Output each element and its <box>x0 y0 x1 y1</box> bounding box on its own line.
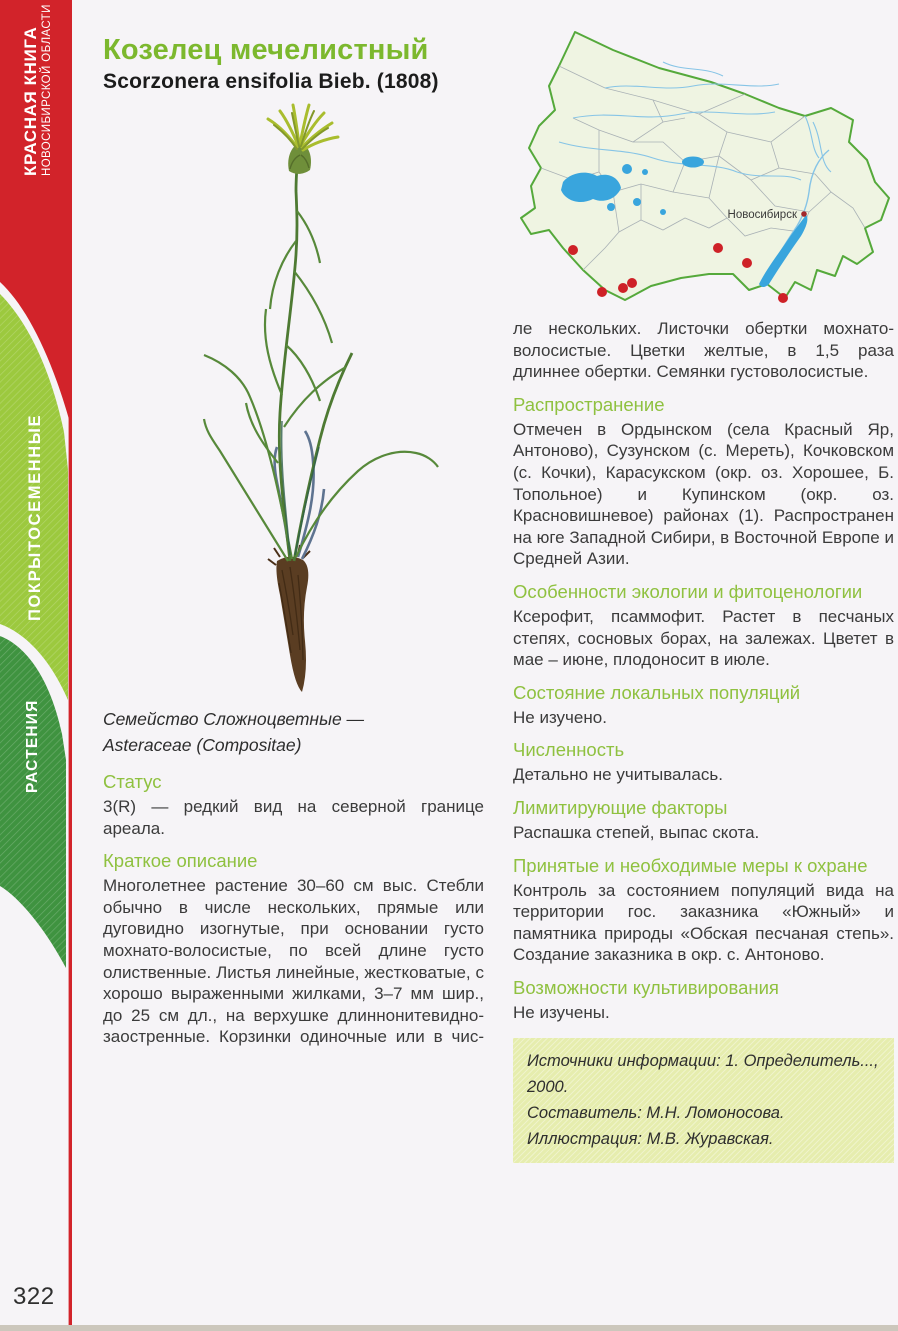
credits-sources: Источники информации: 1. Определитель..., 2000. <box>527 1052 879 1097</box>
section-body-ecology: Ксерофит, псаммофит. Растет в песчаных степях, сосновых борах, на залежах. Цветет в мае – июне, плодоносит в июле. <box>513 606 894 670</box>
section-body-limiting-factors: Распашка степей, выпас скота. <box>513 822 760 842</box>
family-line-1: Семейство Сложноцветные — <box>103 709 365 729</box>
section-heading-abundance: Численность <box>513 739 625 761</box>
book-subtitle: НОВОСИБИРСКОЙ ОБЛАСТИ <box>41 4 53 176</box>
section-heading-protection-measures: Принятые и необходимые меры к охране <box>513 854 868 876</box>
sidebar-art <box>0 0 73 1331</box>
credits-box <box>513 1038 894 1163</box>
section-body-distribution: Отмечен в Ордынском (села Красный Яр, Антоново), Сузунском (с. Мереть), Кочковском (с. Кочки), Карасукском (окр. оз. Хорошее, Б. Топольное) и Купинском (окр. оз. Красновишневое) районах (1). Распространен на юге Западной Сибири, в Восточной Европе и Средней Азии. <box>513 419 894 569</box>
right-column <box>513 318 894 1163</box>
left-column <box>103 706 484 1049</box>
latin-name: Scorzonera ensifolia Bieb. (1808) <box>103 70 439 93</box>
section-body-cultivation: Не изучены. <box>513 1002 610 1022</box>
section-heading-description: Краткое описание <box>103 850 258 872</box>
section-body-local-populations: Не изучено. <box>513 707 607 727</box>
section-body-status: 3(R) — редкий вид на северной границе ареала. <box>103 797 484 838</box>
sidebar-kingdom-label: РАСТЕНИЯ <box>24 699 41 793</box>
sidebar-group-label: ПОКРЫТОСЕМЕННЫЕ <box>26 413 44 621</box>
book-title-block <box>21 4 54 176</box>
credits-compiler: Составитель: М.Н. Ломоносова. <box>527 1104 785 1123</box>
section-body-description: Многолетнее растение 30–60 см выс. Стебли обычно в числе нескольких, прямые или дуговидно изогнутые, при основании густо мохнато-волосистые, по всей длине густо олиственные. Листья линейные, жестковатые, с хорошо выраженными жилками, 3–7 мм шир., до 25 см дл., на верхушке длиннонитевидно-заостренные. Корзинки одиночные или в чис- <box>103 876 484 1047</box>
stems <box>279 153 352 561</box>
sidebar <box>0 0 73 1331</box>
book-title: КРАСНАЯ КНИГА <box>21 26 40 176</box>
section-heading-distribution: Распространение <box>513 393 665 415</box>
city-dot <box>801 211 807 217</box>
city-label: Новосибирск <box>727 209 797 221</box>
section-body-abundance: Детально не учитывалась. <box>513 765 723 785</box>
flower-head <box>268 105 338 174</box>
distribution-map <box>513 22 897 322</box>
page-title: Козелец мечелистный <box>103 34 429 66</box>
section-heading-ecology: Особенности экологии и фитоценологии <box>513 580 863 602</box>
family-caption <box>103 706 484 758</box>
page-number: 322 <box>13 1283 55 1310</box>
plant-illustration <box>100 95 470 705</box>
page-bottom-edge <box>0 1325 898 1331</box>
section-heading-limiting-factors: Лимитирующие факторы <box>513 796 728 818</box>
section-body-protection-measures: Контроль за состоянием популяций вида на территории гос. заказника «Южный» и памятника природы «Обская песчаная степь». Создание заказника в окр. с. Антоново. <box>513 880 894 965</box>
credits-illustrator: Иллюстрация: М.В. Журавская. <box>527 1130 774 1149</box>
section-heading-local-populations: Состояние локальных популяций <box>513 681 801 703</box>
root <box>276 557 308 692</box>
family-line-2: Asteraceae (Compositae) <box>103 735 302 755</box>
description-continuation: ле нескольких. Листочки обертки мохнато-волосистые. Цветки желтые, в 1,5 раза длиннее обертки. Семянки густоволосистые. <box>513 319 894 382</box>
section-heading-cultivation: Возможности культивирования <box>513 976 779 998</box>
section-heading-status: Статус <box>103 771 162 792</box>
